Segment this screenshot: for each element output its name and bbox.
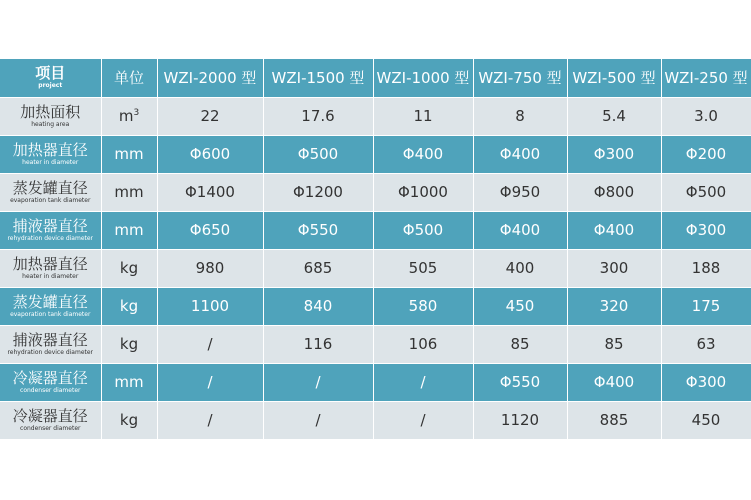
row-project-subtitle: heating area xyxy=(31,120,70,128)
value-cell: 5.4 xyxy=(567,97,661,135)
value-cell: 505 xyxy=(373,249,473,287)
table-row xyxy=(0,287,751,325)
row-project-cell xyxy=(0,287,101,325)
value-cell: / xyxy=(263,363,373,401)
row-project-cell xyxy=(0,97,101,135)
row-project-subtitle: rehydration device diameter xyxy=(7,234,94,242)
value-cell: / xyxy=(157,401,263,439)
value-cell: Φ300 xyxy=(661,363,751,401)
model-header: WZI-750 型 xyxy=(473,59,567,97)
model-header: WZI-250 型 xyxy=(661,59,751,97)
value-cell: 175 xyxy=(661,287,751,325)
row-project-cell xyxy=(0,325,101,363)
value-cell: / xyxy=(373,363,473,401)
value-cell: 320 xyxy=(567,287,661,325)
row-unit-cell xyxy=(101,211,157,249)
row-project-name: 加热器直径 xyxy=(12,140,88,159)
row-project-subtitle: rehydration device diameter xyxy=(7,348,94,356)
row-project-name: 加热器直径 xyxy=(12,254,88,273)
value-cell: / xyxy=(373,401,473,439)
row-project-name: 捕液器直径 xyxy=(12,216,88,235)
unit-header: 单位 xyxy=(101,59,157,97)
project-header-en: project xyxy=(38,82,63,90)
value-cell: 685 xyxy=(263,249,373,287)
row-unit: mm xyxy=(114,145,144,163)
header-row xyxy=(0,59,751,97)
value-cell: 400 xyxy=(473,249,567,287)
value-cell: Φ1200 xyxy=(263,173,373,211)
value-cell: 85 xyxy=(473,325,567,363)
value-cell: 188 xyxy=(661,249,751,287)
value-cell: Φ400 xyxy=(567,363,661,401)
row-unit: kg xyxy=(119,335,139,353)
value-cell: Φ500 xyxy=(373,211,473,249)
value-cell: / xyxy=(157,325,263,363)
row-project-name: 蒸发罐直径 xyxy=(12,292,88,311)
row-project-cell xyxy=(0,249,101,287)
value-cell: Φ500 xyxy=(263,135,373,173)
table-row xyxy=(0,325,751,363)
value-cell: 85 xyxy=(567,325,661,363)
model-header: WZI-1500 型 xyxy=(263,59,373,97)
row-project-name: 蒸发罐直径 xyxy=(12,178,88,197)
project-header-cn: 项目 xyxy=(35,64,66,83)
value-cell: Φ800 xyxy=(567,173,661,211)
value-cell: 450 xyxy=(661,401,751,439)
row-project-subtitle: evaporation tank diameter xyxy=(10,310,91,318)
row-unit: mm xyxy=(114,221,144,239)
row-project-name: 捕液器直径 xyxy=(12,330,88,349)
value-cell: Φ550 xyxy=(473,363,567,401)
row-project-subtitle: evaporation tank diameter xyxy=(10,196,91,204)
row-project-name: 冷凝器直径 xyxy=(12,368,88,387)
value-cell: Φ1000 xyxy=(373,173,473,211)
table-row xyxy=(0,97,751,135)
value-cell: 1120 xyxy=(473,401,567,439)
value-cell: Φ400 xyxy=(473,135,567,173)
row-project-cell xyxy=(0,401,101,439)
value-cell: Φ600 xyxy=(157,135,263,173)
table-row xyxy=(0,363,751,401)
row-unit: kg xyxy=(119,297,139,315)
value-cell: 885 xyxy=(567,401,661,439)
value-cell: / xyxy=(263,401,373,439)
row-project-cell xyxy=(0,135,101,173)
value-cell: 1100 xyxy=(157,287,263,325)
value-cell: 3.0 xyxy=(661,97,751,135)
table-row xyxy=(0,401,751,439)
value-cell: Φ200 xyxy=(661,135,751,173)
row-unit: m xyxy=(118,107,134,125)
value-cell: Φ500 xyxy=(661,173,751,211)
value-cell: 580 xyxy=(373,287,473,325)
row-unit-cell xyxy=(101,401,157,439)
row-project-subtitle: condenser diameter xyxy=(20,386,81,394)
row-project-cell xyxy=(0,363,101,401)
row-unit-superscript: 3 xyxy=(133,108,140,118)
row-unit: kg xyxy=(119,259,139,277)
value-cell: 980 xyxy=(157,249,263,287)
model-header: WZI-1000 型 xyxy=(373,59,473,97)
value-cell: / xyxy=(157,363,263,401)
table-row xyxy=(0,211,751,249)
value-cell: 840 xyxy=(263,287,373,325)
table-row xyxy=(0,173,751,211)
value-cell: Φ300 xyxy=(567,135,661,173)
table-row xyxy=(0,135,751,173)
value-cell: 8 xyxy=(473,97,567,135)
row-project-subtitle: heater in diameter xyxy=(22,272,79,280)
row-unit: mm xyxy=(114,373,144,391)
row-unit-cell xyxy=(101,135,157,173)
row-project-cell xyxy=(0,211,101,249)
row-unit-cell xyxy=(101,363,157,401)
row-unit-cell xyxy=(101,287,157,325)
row-unit: kg xyxy=(119,411,139,429)
value-cell: Φ550 xyxy=(263,211,373,249)
row-unit-cell xyxy=(101,325,157,363)
project-header xyxy=(0,59,101,97)
value-cell: 17.6 xyxy=(263,97,373,135)
value-cell: Φ400 xyxy=(373,135,473,173)
value-cell: 300 xyxy=(567,249,661,287)
table-row xyxy=(0,249,751,287)
row-project-name: 加热面积 xyxy=(20,102,81,121)
value-cell: 11 xyxy=(373,97,473,135)
value-cell: Φ400 xyxy=(473,211,567,249)
value-cell: Φ1400 xyxy=(157,173,263,211)
value-cell: Φ400 xyxy=(567,211,661,249)
row-project-cell xyxy=(0,173,101,211)
row-project-name: 冷凝器直径 xyxy=(12,406,88,425)
row-unit: mm xyxy=(114,183,144,201)
row-unit-cell xyxy=(101,249,157,287)
value-cell: 63 xyxy=(661,325,751,363)
value-cell: 450 xyxy=(473,287,567,325)
value-cell: Φ950 xyxy=(473,173,567,211)
spec-table xyxy=(0,59,751,440)
model-header: WZI-2000 型 xyxy=(157,59,263,97)
row-project-subtitle: condenser diameter xyxy=(20,424,81,432)
row-unit-cell xyxy=(101,97,157,135)
row-project-subtitle: heater in diameter xyxy=(22,158,79,166)
value-cell: 106 xyxy=(373,325,473,363)
row-unit-cell xyxy=(101,173,157,211)
value-cell: Φ300 xyxy=(661,211,751,249)
value-cell: Φ650 xyxy=(157,211,263,249)
value-cell: 116 xyxy=(263,325,373,363)
value-cell: 22 xyxy=(157,97,263,135)
model-header: WZI-500 型 xyxy=(567,59,661,97)
